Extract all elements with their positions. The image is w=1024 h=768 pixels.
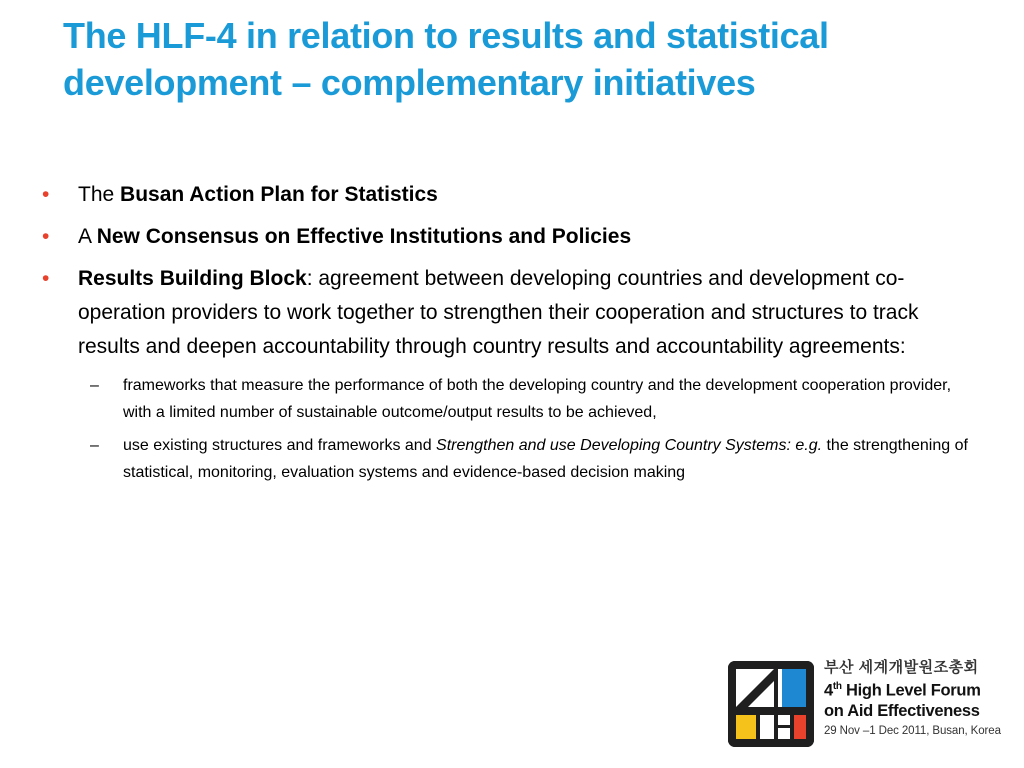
- bullet-prefix: A: [78, 225, 97, 248]
- sub-bullet-text-before: use existing structures and frameworks and: [123, 437, 437, 454]
- logo-line-1: [824, 677, 1014, 701]
- logo-mark-graphic: [728, 661, 814, 747]
- bullet-dot-icon: •: [42, 267, 50, 290]
- logo-ordinal-number: 4: [824, 681, 833, 700]
- dash-icon: –: [90, 377, 99, 394]
- bullet-bold: Results Building Block: [78, 267, 307, 290]
- bullet-bold: New Consensus on Effective Institutions and Policies: [96, 225, 632, 248]
- bullet-list: [42, 178, 972, 492]
- logo-blue-block: [782, 669, 806, 707]
- sub-bullet-text-after: the strengthening of statistical, monitoring, evaluation systems and evidence-based decision making: [123, 437, 968, 481]
- title-line-1: The HLF-4 in relation to results and statistical: [63, 15, 829, 56]
- logo-white-stripe: [778, 669, 782, 707]
- sub-bullet-text: frameworks that measure the performance of both the developing country and the development cooperation provider, with a limited number of sustainable outcome/output results to be achieved,: [123, 377, 952, 421]
- sub-bullet-list: [42, 372, 972, 486]
- bullet-dot-icon: •: [42, 183, 50, 206]
- hlf4-logo: [724, 658, 1014, 750]
- sub-bullet-frameworks: [42, 372, 972, 426]
- bullet-prefix: The: [78, 183, 121, 206]
- logo-text: [824, 658, 1014, 739]
- sub-bullet-italic: Strengthen and use Developing Country Systems: e.g.: [436, 437, 823, 454]
- bullet-new-consensus: [42, 220, 972, 254]
- dash-icon: –: [90, 437, 99, 454]
- slide-title: [63, 12, 983, 106]
- logo-yellow-block: [736, 715, 756, 739]
- title-line-2: development – complementary initiatives: [63, 62, 756, 103]
- logo-line-2: on Aid Effectiveness: [824, 701, 980, 720]
- logo-line-1-rest: High Level Forum: [841, 681, 981, 700]
- bullet-bold: Busan Action Plan for Statistics: [120, 183, 438, 206]
- sub-bullet-existing-structures: [42, 432, 972, 486]
- logo-date: 29 Nov –1 Dec 2011, Busan, Korea: [824, 724, 1001, 737]
- logo-white-bottom-block: [760, 715, 774, 739]
- logo-korean-title: 부산 세계개발원조총회: [824, 659, 979, 676]
- logo-ordinal-suffix: th: [832, 681, 842, 692]
- bullet-results-building-block: [42, 262, 972, 364]
- logo-red-block: [794, 715, 806, 739]
- bullet-dot-icon: •: [42, 225, 50, 248]
- logo-grid-line: [778, 725, 790, 728]
- hlf4-logo-mark-icon: [728, 661, 814, 747]
- bullet-rest: : agreement between developing countries and development co-operation providers to work together to strengthen their cooperation and structures to track results and deepen accountability through country results and accountability agreements:: [78, 267, 919, 358]
- bullet-busan-action-plan: [42, 178, 972, 212]
